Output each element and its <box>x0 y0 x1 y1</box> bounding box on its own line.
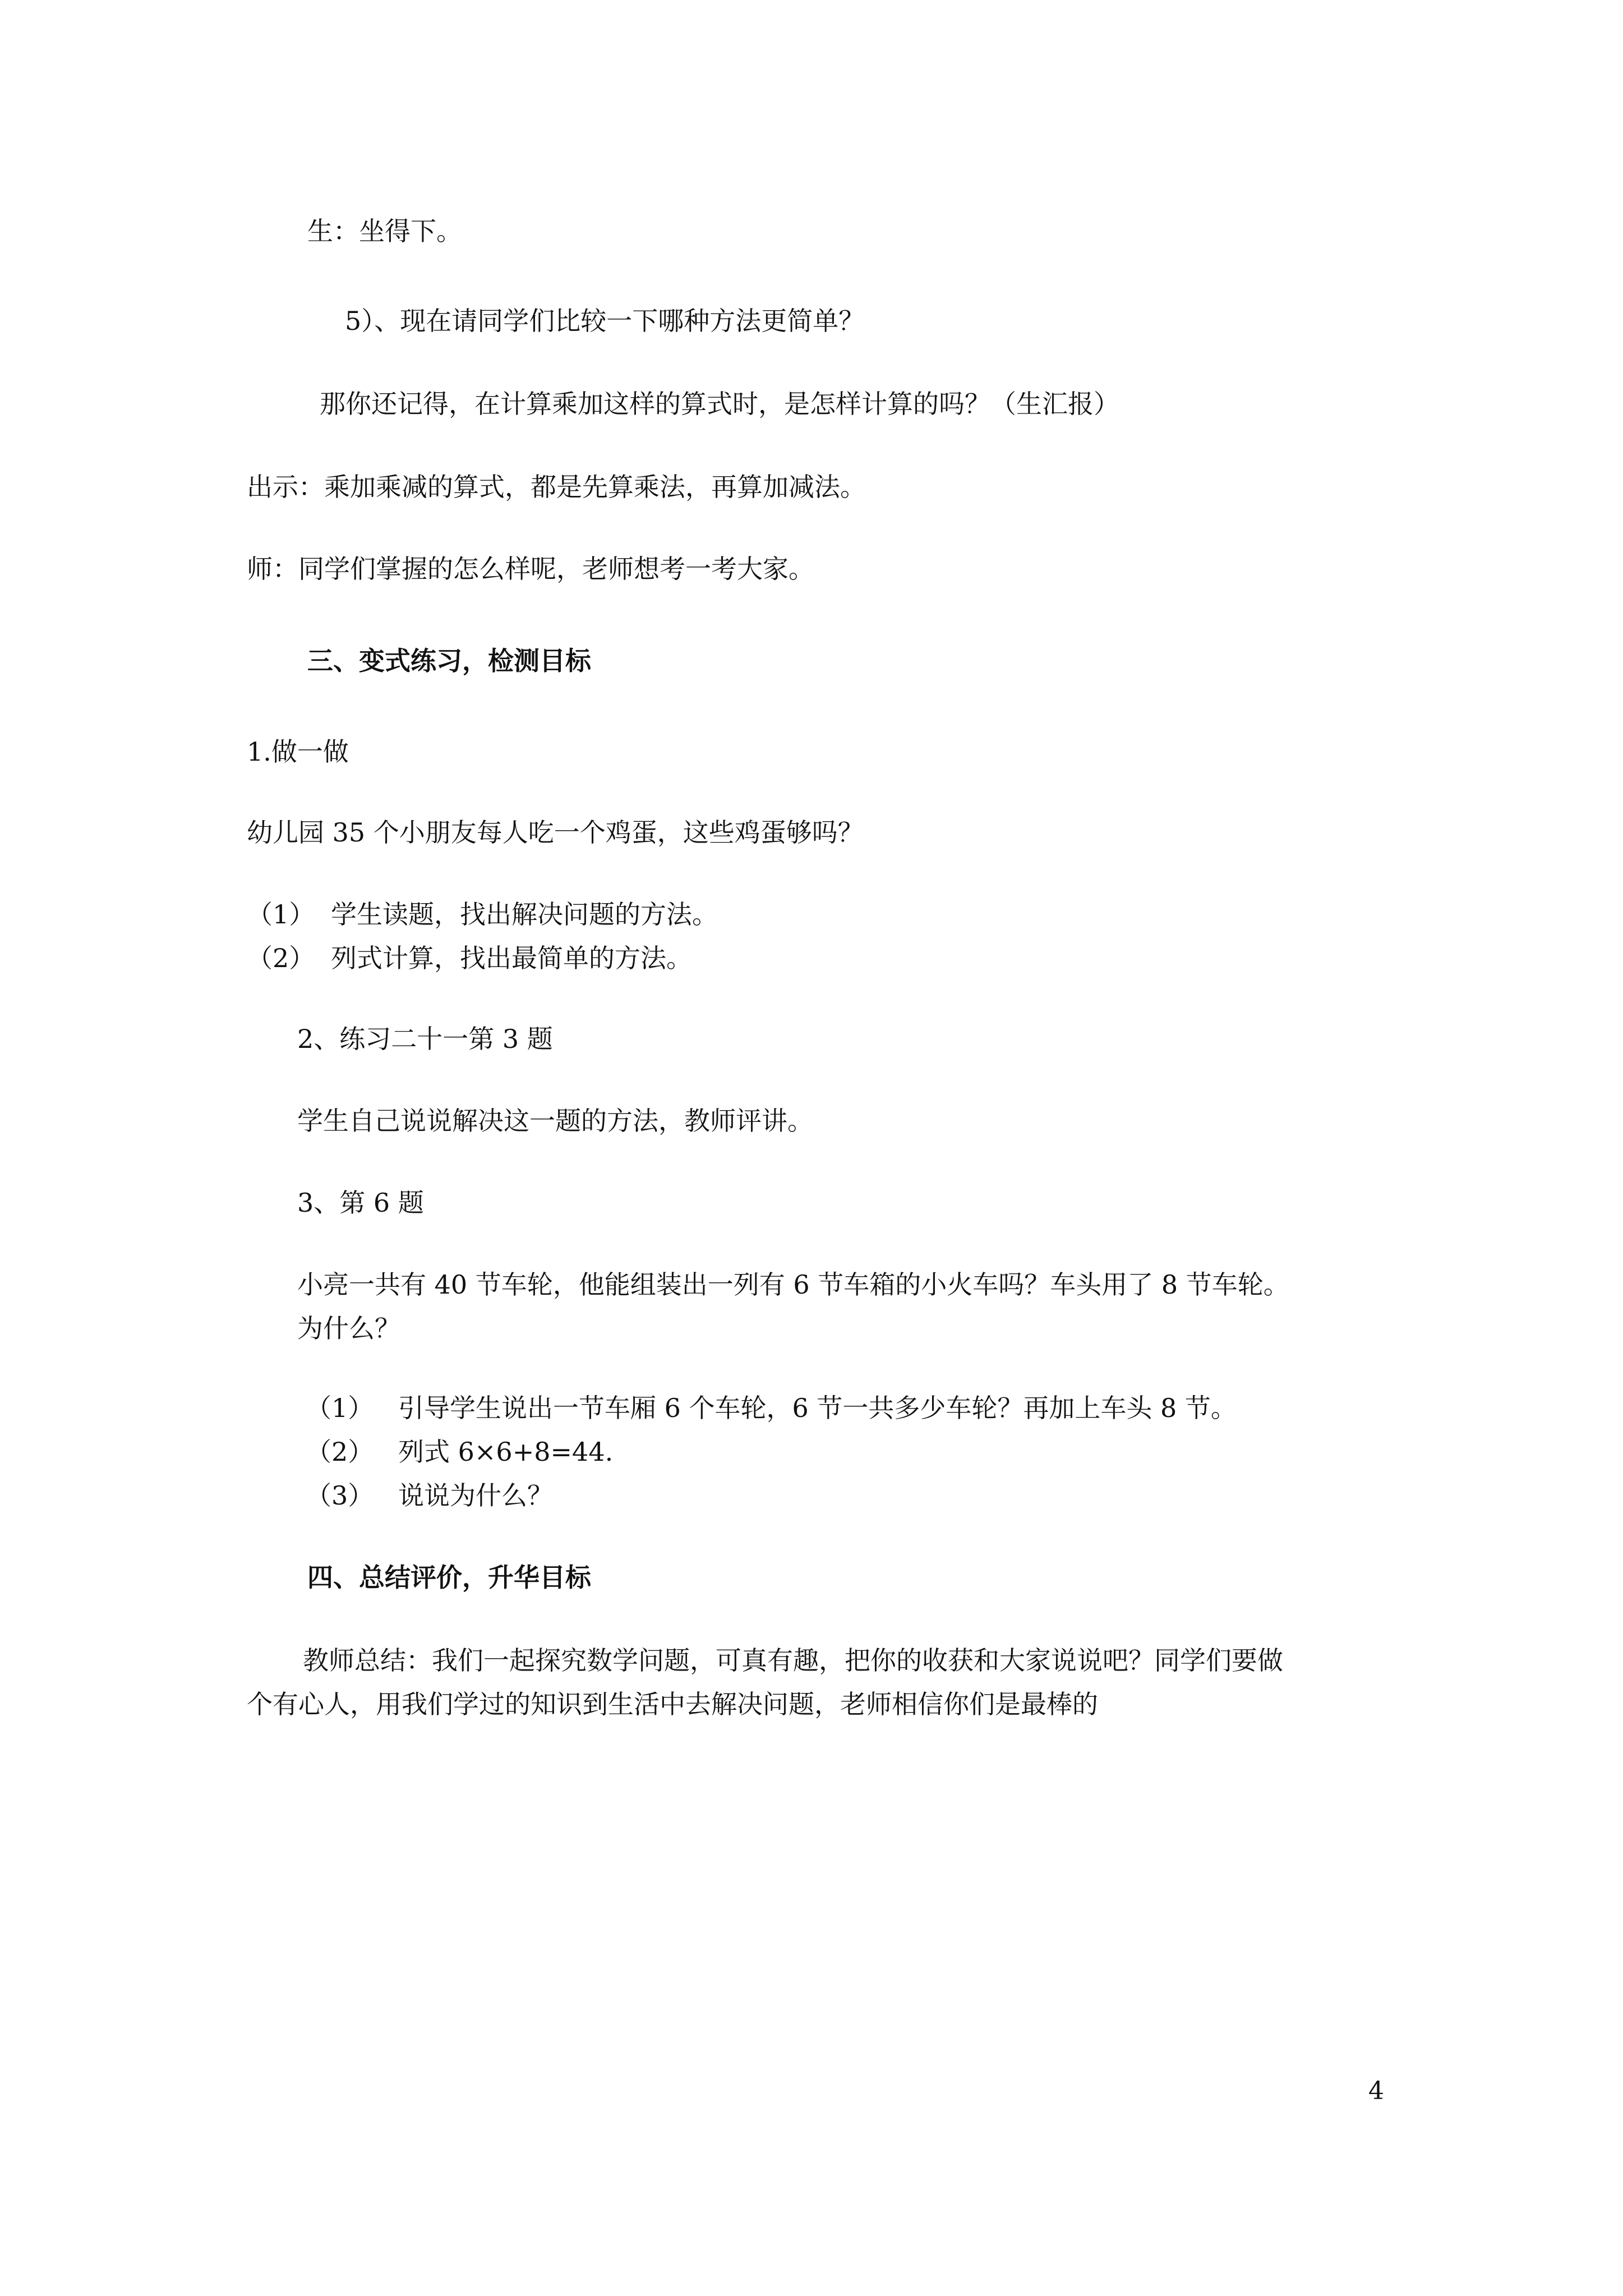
list-number: （2） <box>247 943 315 973</box>
list-item <box>306 1480 553 1511</box>
paragraph: 教师总结：我们一起探究数学问题，可真有趣，把你的收获和大家说说吧？同学们要做 <box>303 1645 1283 1676</box>
list-text: 列式计算，找出最简单的方法。 <box>331 943 692 973</box>
page-number: 4 <box>1368 2077 1384 2105</box>
paragraph: 出示：乘加乘减的算式，都是先算乘法，再算加减法。 <box>247 472 866 502</box>
paragraph: 个有心人，用我们学过的知识到生活中去解决问题，老师相信你们是最棒的 <box>247 1689 1098 1719</box>
list-text: 列式 6×6+8=44. <box>398 1437 614 1467</box>
paragraph: 师：同学们掌握的怎么样呢，老师想考一考大家。 <box>247 554 814 584</box>
exercise-title: 2、练习二十一第 3 题 <box>297 1024 553 1054</box>
section-heading: 三、变式练习，检测目标 <box>307 646 591 676</box>
paragraph: 那你还记得，在计算乘加这样的算式时，是怎样计算的吗？（生汇报） <box>320 389 1119 419</box>
list-number: （2） <box>306 1437 374 1467</box>
exercise-question: 幼儿园 35 个小朋友每人吃一个鸡蛋，这些鸡蛋够吗？ <box>247 817 864 848</box>
list-item <box>306 1392 1237 1424</box>
exercise-title: 3、第 6 题 <box>297 1188 424 1218</box>
exercise-question: 小亮一共有 40 节车轮，他能组装出一列有 6 节车箱的小火车吗？车头用了 8 节车轮。 <box>297 1269 1289 1300</box>
exercise-title: 1.做一做 <box>247 737 349 767</box>
paragraph: 生：坐得下。 <box>307 216 462 246</box>
exercise-question: 为什么？ <box>297 1313 400 1343</box>
list-text: 学生读题，找出解决问题的方法。 <box>331 899 718 930</box>
paragraph: 学生自己说说解决这一题的方法，教师评讲。 <box>297 1106 813 1136</box>
list-number: （1） <box>247 899 315 930</box>
list-item <box>306 1436 613 1467</box>
list-text: 引导学生说出一节车厢 6 个车轮，6 节一共多少车轮？再加上车头 8 节。 <box>398 1393 1237 1423</box>
section-heading: 四、总结评价，升华目标 <box>307 1562 591 1593</box>
list-number: （1） <box>306 1393 374 1423</box>
list-number: （3） <box>306 1480 374 1511</box>
list-item <box>247 942 692 974</box>
list-text: 说说为什么？ <box>398 1480 553 1511</box>
list-item <box>247 899 718 930</box>
paragraph: 5）、现在请同学们比较一下哪种方法更简单？ <box>345 306 865 336</box>
